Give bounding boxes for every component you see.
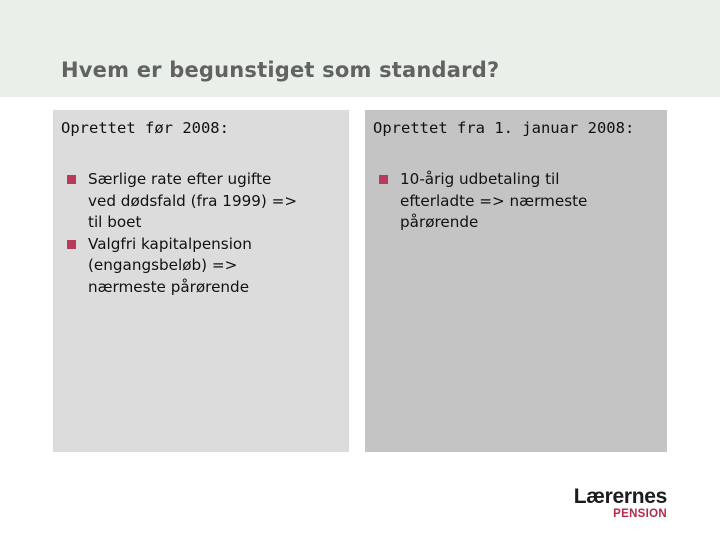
square-bullet-icon <box>67 175 76 184</box>
logo-subtitle: PENSION <box>613 508 667 520</box>
right-bullet-list <box>379 169 661 234</box>
square-bullet-icon <box>379 175 388 184</box>
right-panel-heading: Oprettet fra 1. januar 2008: <box>373 119 635 137</box>
right-panel <box>365 110 667 452</box>
bullet-text: Særlige rate efter ugifte ved dødsfald (fra 1999) => til boet <box>88 170 298 232</box>
bullet-text: Valgfri kapitalpension (engangsbeløb) => nærmeste pårørende <box>88 234 252 296</box>
square-bullet-icon <box>67 240 76 249</box>
bullet-item <box>379 169 661 234</box>
bullet-text: 10-årig udbetaling til efterladte => nærmeste pårørende <box>400 170 588 232</box>
header-band <box>0 0 720 97</box>
left-panel <box>53 110 349 452</box>
bullet-item <box>67 234 343 299</box>
bullet-item <box>67 169 343 234</box>
company-logo <box>557 486 667 520</box>
logo-wordmark: Lærernes <box>573 485 667 508</box>
slide-title: Hvem er begunstiget som standard? <box>61 58 500 82</box>
left-bullet-list <box>67 169 343 299</box>
left-panel-heading: Oprettet før 2008: <box>61 119 229 137</box>
